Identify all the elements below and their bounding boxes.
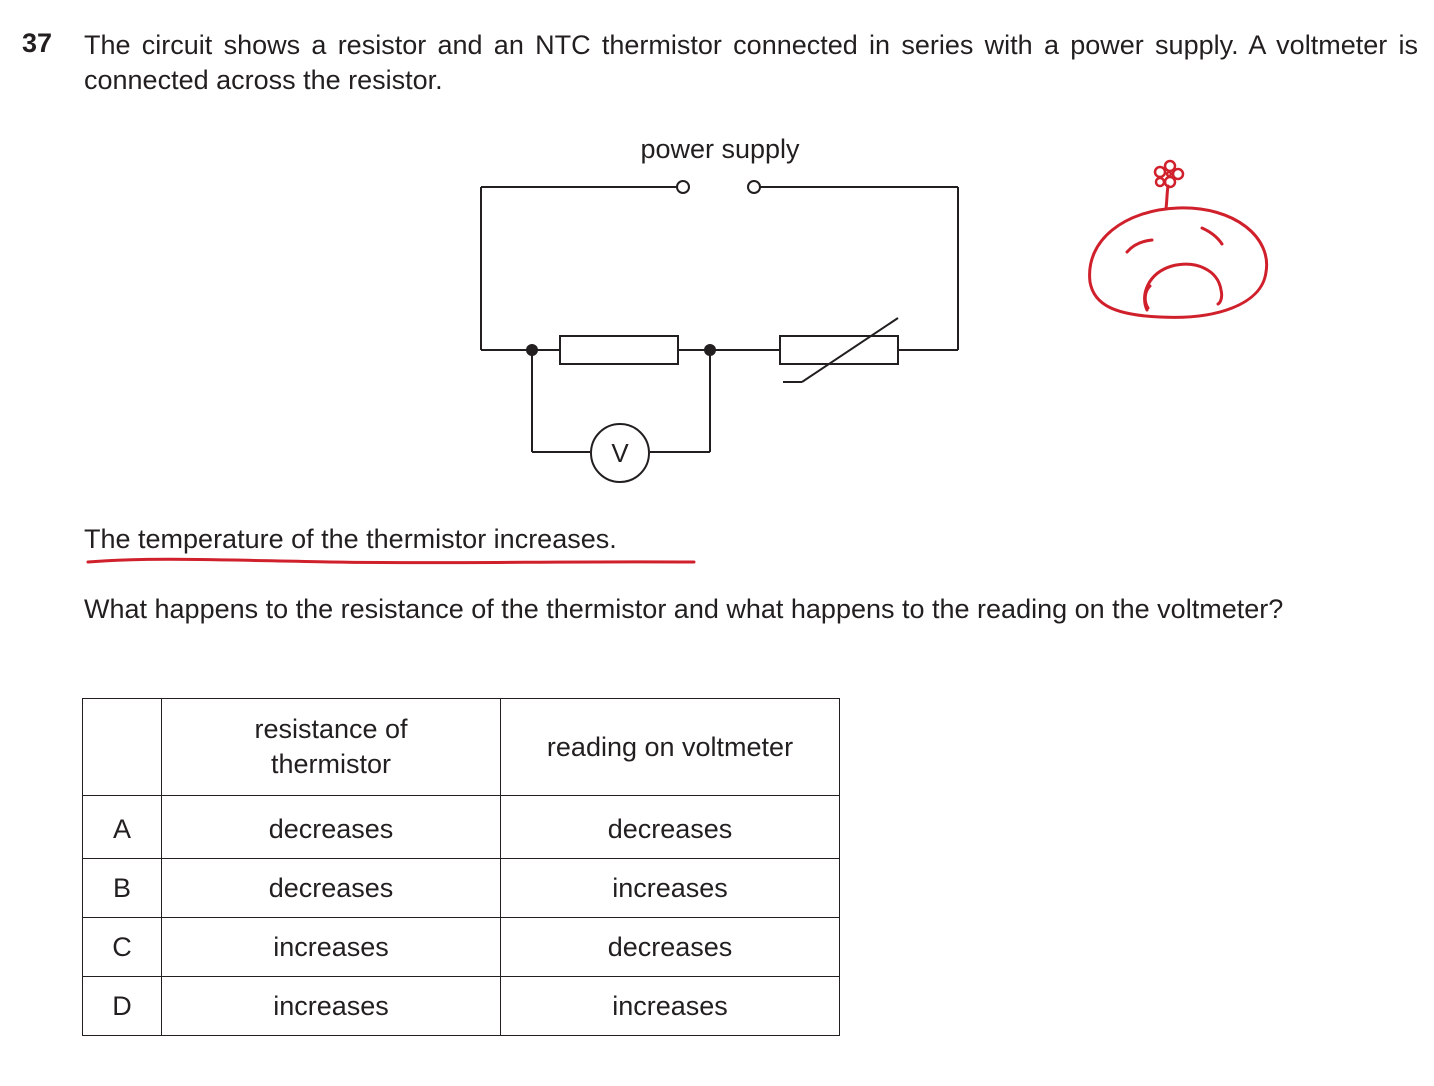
temperature-statement: The temperature of the thermistor increases.	[84, 524, 617, 554]
question-prompt: What happens to the resistance of the thermistor and what happens to the reading on the voltmeter?	[84, 594, 1284, 624]
option-letter: C	[83, 918, 162, 977]
sad-face-outline	[1090, 208, 1267, 317]
sad-face-right-eye	[1202, 228, 1222, 244]
option-reading: decreases	[501, 796, 840, 859]
option-reading: decreases	[501, 918, 840, 977]
resistor-symbol	[560, 336, 678, 364]
option-reading: increases	[501, 859, 840, 918]
option-letter: D	[83, 977, 162, 1036]
table-row	[83, 796, 840, 859]
option-letter: B	[83, 859, 162, 918]
question-number: 37	[22, 28, 53, 58]
terminal-left	[677, 181, 689, 193]
junction-right	[704, 344, 716, 356]
option-letter: A	[83, 796, 162, 859]
sad-face-drawing	[1090, 161, 1267, 317]
header-letter-cell	[83, 699, 162, 796]
table-row	[83, 859, 840, 918]
table-row	[83, 918, 840, 977]
option-resistance: increases	[162, 918, 501, 977]
option-resistance: decreases	[162, 796, 501, 859]
junction-left	[526, 344, 538, 356]
header-reading: reading on voltmeter	[501, 699, 840, 796]
voltmeter-label: V	[611, 438, 629, 468]
sad-face-mouth-inner	[1145, 286, 1150, 308]
options-table	[82, 698, 840, 1036]
circuit-diagram	[470, 130, 970, 490]
option-resistance: increases	[162, 977, 501, 1036]
option-reading: increases	[501, 977, 840, 1036]
statement-underline	[88, 559, 694, 562]
sad-face-left-eye	[1127, 240, 1152, 252]
thermistor-slash	[802, 318, 898, 382]
terminal-right	[748, 181, 760, 193]
header-resistance: resistance of thermistor	[162, 699, 501, 796]
power-supply-label: power supply	[640, 134, 800, 164]
question-intro: The circuit shows a resistor and an NTC thermistor connected in series with a power supply. A voltmeter is connected across the resistor.	[84, 30, 1418, 95]
sad-face-mouth	[1145, 264, 1222, 310]
option-resistance: decreases	[162, 859, 501, 918]
circuit-svg	[470, 130, 970, 490]
flower-stem	[1166, 186, 1168, 209]
thermistor-symbol	[780, 336, 898, 364]
table-row	[83, 977, 840, 1036]
table-header-row	[83, 699, 840, 796]
flower-icon	[1155, 161, 1183, 187]
